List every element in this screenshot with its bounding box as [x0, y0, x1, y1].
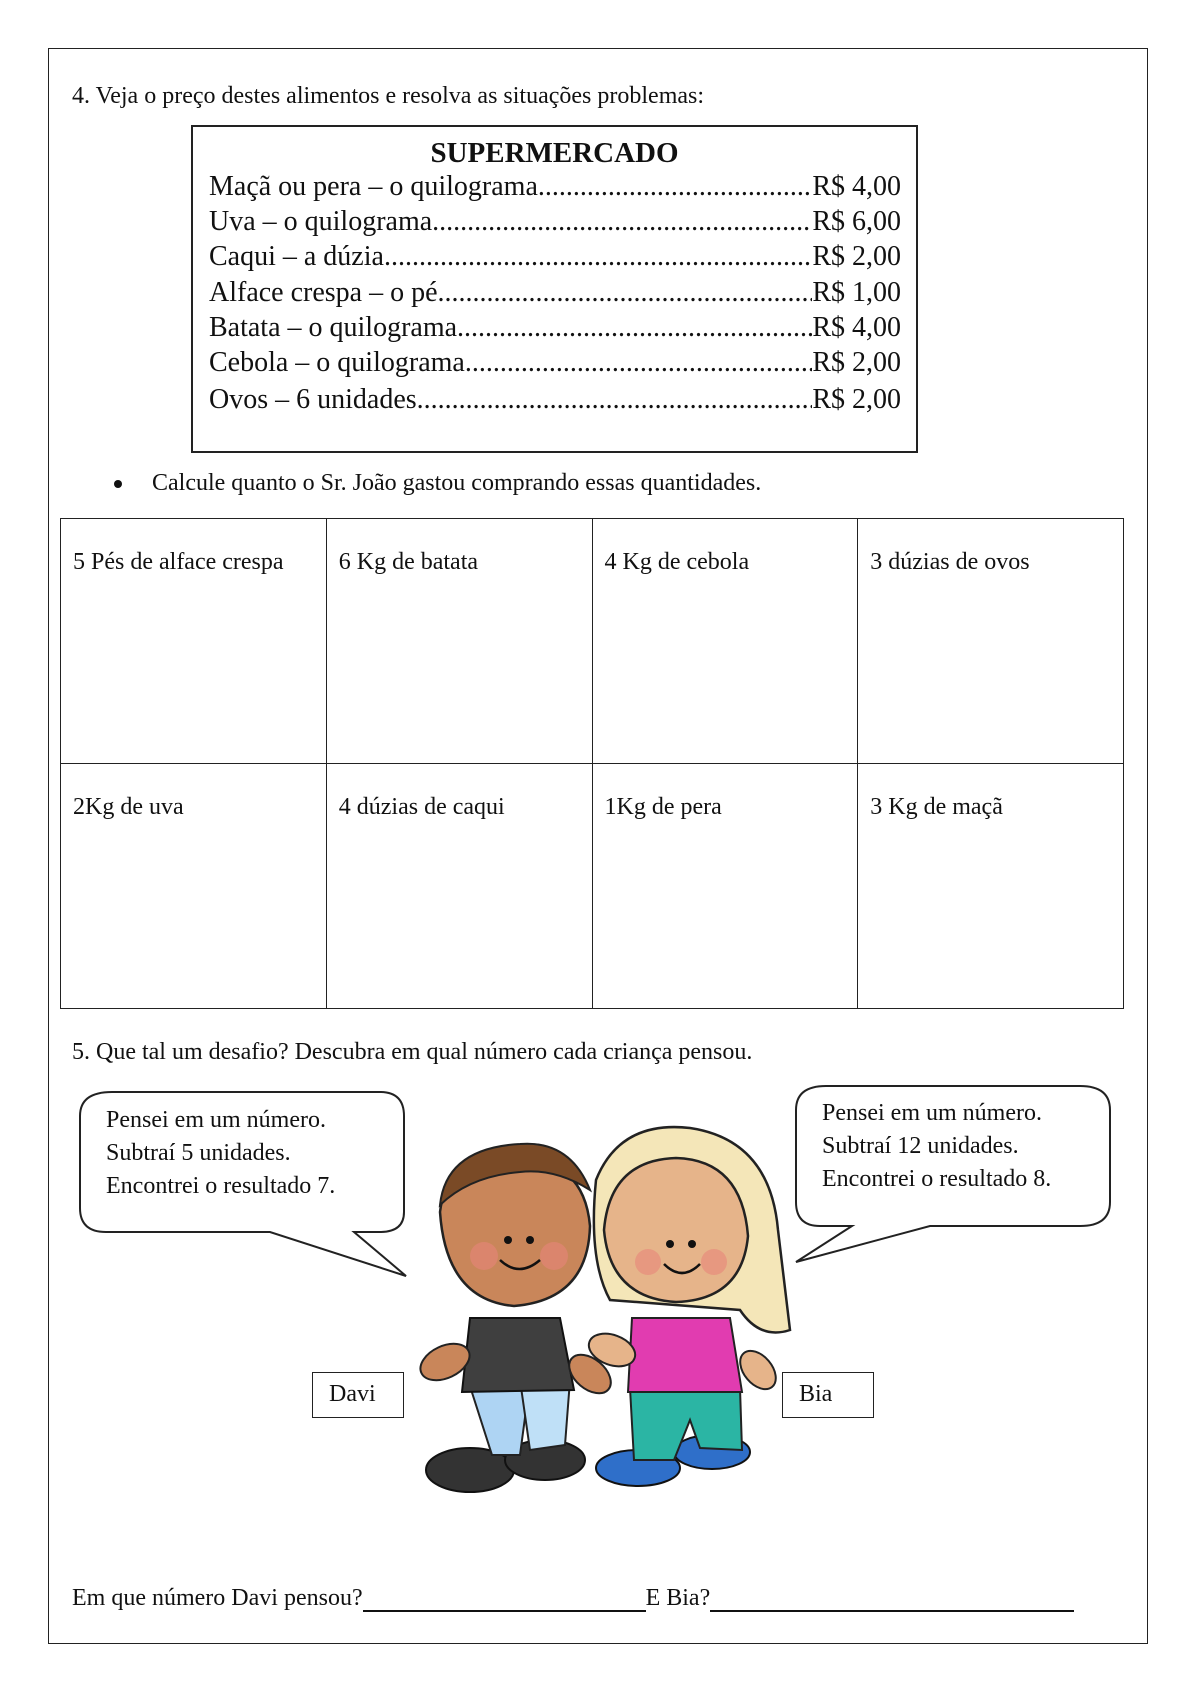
price-value: R$ 2,00: [812, 384, 901, 415]
davi-speech-line: Subtraí 5 unidades.: [106, 1140, 291, 1166]
grid-cell[interactable]: 3 dúzias de ovos: [858, 519, 1124, 764]
price-item-name: Cebola – o quilograma: [209, 347, 465, 378]
grid-cell[interactable]: 2Kg de uva: [61, 764, 327, 1009]
price-item-name: Ovos – 6 unidades: [209, 384, 417, 415]
price-value: R$ 4,00: [812, 312, 901, 343]
price-value: R$ 2,00: [812, 347, 901, 378]
davi-answer-blank[interactable]: [363, 1586, 646, 1612]
davi-boy-illustration: [415, 1144, 618, 1492]
bia-speech-line: Subtraí 12 unidades.: [822, 1133, 1019, 1159]
price-item-name: Alface crespa – o pé: [209, 277, 438, 308]
answer-line: [72, 1585, 1074, 1612]
grid-cell[interactable]: 6 Kg de batata: [326, 519, 592, 764]
question-4-title: 4. Veja o preço destes alimentos e resolva as situações problemas:: [72, 83, 705, 109]
grid-cell[interactable]: 4 dúzias de caqui: [326, 764, 592, 1009]
bia-speech-text: [822, 1097, 1051, 1196]
grid-cell[interactable]: 4 Kg de cebola: [592, 519, 858, 764]
question-5-title: 5. Que tal um desafio? Descubra em qual número cada criança pensou.: [72, 1039, 753, 1065]
bia-answer-blank[interactable]: [710, 1586, 1074, 1612]
price-item-name: Batata – o quilograma: [209, 312, 458, 343]
davi-speech-line: Pensei em um número.: [106, 1107, 326, 1133]
davi-name-label: Davi: [312, 1372, 404, 1418]
davi-question-text: Em que número Davi pensou?: [72, 1585, 363, 1611]
bia-question-text: E Bia?: [645, 1585, 711, 1611]
supermarket-title: SUPERMERCADO: [430, 137, 679, 169]
instruction-text: Calcule quanto o Sr. João gastou comprando essas quantidades.: [152, 470, 762, 496]
grid-cell[interactable]: 5 Pés de alface crespa: [61, 519, 327, 764]
price-value: R$ 4,00: [812, 171, 901, 202]
bia-girl-illustration: [584, 1127, 790, 1486]
bia-speech-line: Encontrei o resultado 8.: [822, 1166, 1052, 1192]
price-item-name: Maçã ou pera – o quilograma: [209, 171, 538, 202]
price-item-name: Uva – o quilograma: [209, 206, 433, 237]
davi-speech-text: [106, 1104, 335, 1203]
price-item-name: Caqui – a dúzia: [209, 241, 384, 272]
grid-cell[interactable]: 3 Kg de maçã: [858, 764, 1124, 1009]
bia-speech-line: Pensei em um número.: [822, 1100, 1042, 1126]
bia-name-label: Bia: [782, 1372, 874, 1418]
price-value: R$ 1,00: [812, 277, 901, 308]
davi-speech-line: Encontrei o resultado 7.: [106, 1173, 336, 1199]
grid-cell[interactable]: 1Kg de pera: [592, 764, 858, 1009]
price-value: R$ 6,00: [812, 206, 901, 237]
price-value: R$ 2,00: [812, 241, 901, 272]
